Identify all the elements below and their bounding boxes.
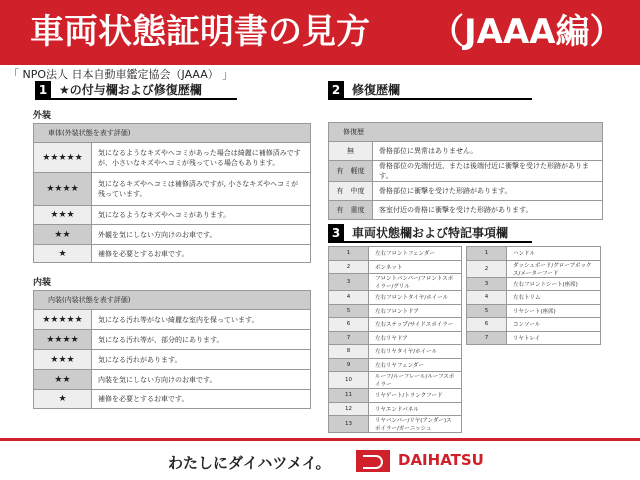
- item-number: 13: [329, 416, 369, 433]
- table-row: [329, 182, 603, 201]
- table-row: [329, 161, 603, 182]
- item-label: リヤバンパー/リヤ(アンダー)スポイラー/ガーニッシュ: [369, 416, 462, 433]
- item-label: 左右フロントドア: [369, 304, 462, 318]
- item-label: 左右フロントフェンダー: [369, 247, 462, 261]
- description-cell: 骨格部位に衝撃を受けた形跡があります。: [373, 182, 603, 201]
- table-header: 内装(内装状態を表す評価): [34, 291, 311, 310]
- list-item: [329, 260, 462, 274]
- interior-parts-list: [466, 246, 601, 345]
- rating-cell: ★★★: [34, 350, 92, 370]
- table-row: [34, 225, 311, 245]
- section-title: ★の付与欄および修復歴欄: [59, 83, 202, 97]
- description-cell: 補修を必要とするお車です。: [92, 390, 311, 409]
- page-subtitle: （JAAA編）: [430, 12, 624, 52]
- item-number: 5: [329, 304, 369, 318]
- item-label: 左右トリム: [507, 291, 601, 305]
- item-label: 左右フロントタイヤ/ホイール: [369, 291, 462, 305]
- list-item: [329, 274, 462, 291]
- item-number: 12: [329, 402, 369, 416]
- section1-heading: [35, 81, 237, 100]
- item-number: 3: [329, 274, 369, 291]
- item-label: ハンドル: [507, 247, 601, 261]
- table-row: [34, 310, 311, 330]
- item-number: 6: [329, 318, 369, 332]
- list-item: [329, 304, 462, 318]
- rating-cell: 有 重度: [329, 201, 373, 220]
- rating-cell: ★: [34, 390, 92, 409]
- description-cell: 気になるようなキズやヘコミがあります。: [92, 206, 311, 225]
- table-header: 車体(外装状態を表す評価): [34, 124, 311, 143]
- item-label: 左右フロントシート(座席): [507, 277, 601, 291]
- item-label: 左右リヤフェンダー: [369, 358, 462, 372]
- section-title: 修復歴欄: [352, 83, 401, 97]
- page-header: [0, 0, 640, 65]
- item-number: 4: [467, 291, 507, 305]
- rating-cell: ★★★★: [34, 173, 92, 206]
- item-number: 7: [329, 331, 369, 345]
- item-number: 2: [467, 260, 507, 277]
- list-item: [329, 416, 462, 433]
- rating-cell: ★★★★★: [34, 143, 92, 173]
- item-number: 2: [329, 260, 369, 274]
- list-item: [329, 402, 462, 416]
- item-number: 1: [329, 247, 369, 261]
- list-item: [329, 389, 462, 403]
- item-number: 7: [467, 331, 507, 345]
- list-item: [467, 260, 601, 277]
- page-title: 車両状態証明書の見方: [30, 12, 370, 52]
- rating-cell: ★★★: [34, 206, 92, 225]
- description-cell: 気になる汚れ等がない綺麗な室内を保っています。: [92, 310, 311, 330]
- list-item: [329, 345, 462, 359]
- description-cell: 気になる汚れがあります。: [92, 350, 311, 370]
- exterior-parts-list: [328, 246, 462, 433]
- list-item: [467, 318, 601, 332]
- description-cell: 補修を必要とするお車です。: [92, 245, 311, 263]
- daihatsu-logo-icon: [356, 450, 390, 472]
- item-number: 8: [329, 345, 369, 359]
- table-row: [34, 143, 311, 173]
- item-label: コンソール: [507, 318, 601, 332]
- rating-cell: ★★: [34, 225, 92, 245]
- list-item: [467, 291, 601, 305]
- item-label: 左右リヤタイヤ/ホイール: [369, 345, 462, 359]
- table-row: [329, 142, 603, 161]
- item-label: リヤトレイ: [507, 331, 601, 345]
- item-label: 左右ステップ/サイドスポイラー: [369, 318, 462, 332]
- section-title: 車両状態欄および特記事項欄: [352, 226, 509, 240]
- table-header: 修復歴: [329, 123, 603, 142]
- description-cell: 骨格部位に異常はありません。: [373, 142, 603, 161]
- interior-label: 内装: [33, 278, 52, 288]
- item-label: ダッシュボード/グローブボックス/メーターフード: [507, 260, 601, 277]
- description-cell: 気になる汚れ等が、部分的にあります。: [92, 330, 311, 350]
- section2-heading: [328, 81, 532, 100]
- section-number: 2: [328, 81, 344, 99]
- section3-heading: [328, 224, 532, 243]
- table-row: [34, 330, 311, 350]
- table-row: [34, 370, 311, 390]
- table-row: [34, 350, 311, 370]
- item-number: 11: [329, 389, 369, 403]
- description-cell: 客室付近の骨格に衝撃を受けた形跡があります。: [373, 201, 603, 220]
- item-number: 1: [467, 247, 507, 261]
- slogan-logo: わたしにダイハツメイ。: [168, 454, 331, 472]
- rating-cell: 有 軽度: [329, 161, 373, 182]
- item-label: リヤエンドパネル: [369, 402, 462, 416]
- exterior-label: 外装: [33, 111, 52, 121]
- rating-cell: 無: [329, 142, 373, 161]
- list-item: [329, 247, 462, 261]
- section-number: 3: [328, 224, 344, 242]
- list-item: [467, 331, 601, 345]
- description-cell: 内装を気にしない方向けのお車です。: [92, 370, 311, 390]
- list-item: [329, 358, 462, 372]
- description-cell: 骨格部位の先端付近、または後端付近に衝撃を受けた形跡があります。: [373, 161, 603, 182]
- item-label: フロントバンパー/フロントスポイラー/グリル: [369, 274, 462, 291]
- item-number: 10: [329, 372, 369, 389]
- repair-history-table: [328, 122, 603, 220]
- list-item: [329, 318, 462, 332]
- exterior-rating-table: [33, 123, 311, 263]
- description-cell: 外観を気にしない方向けのお車です。: [92, 225, 311, 245]
- item-number: 5: [467, 304, 507, 318]
- list-item: [329, 331, 462, 345]
- organization-name: 「 NPO法人 日本自動車鑑定協会（JAAA） 」: [8, 68, 234, 81]
- item-number: 6: [467, 318, 507, 332]
- item-label: リヤゲート/トランクフード: [369, 389, 462, 403]
- item-number: 4: [329, 291, 369, 305]
- item-label: リヤシート(座席): [507, 304, 601, 318]
- item-number: 3: [467, 277, 507, 291]
- footer-divider: [0, 438, 640, 441]
- rating-cell: ★★★★★: [34, 310, 92, 330]
- list-item: [467, 304, 601, 318]
- list-item: [329, 372, 462, 389]
- list-item: [467, 277, 601, 291]
- item-number: 9: [329, 358, 369, 372]
- interior-rating-table: [33, 290, 311, 409]
- rating-cell: ★★: [34, 370, 92, 390]
- brand-name: DAIHATSU: [398, 451, 484, 469]
- item-label: 左右リヤドア: [369, 331, 462, 345]
- item-label: ボンネット: [369, 260, 462, 274]
- table-row: [34, 173, 311, 206]
- table-row: [329, 201, 603, 220]
- item-label: ルーフ/ルーフレール/ルーフスポイラー: [369, 372, 462, 389]
- rating-cell: ★★★★: [34, 330, 92, 350]
- rating-cell: 有 中度: [329, 182, 373, 201]
- list-item: [467, 247, 601, 261]
- table-row: [34, 245, 311, 263]
- description-cell: 気になるようなキズやヘコミがあった場合は綺麗に補修済みですが、小さいなキズやヘコミが残っている場合もあります。: [92, 143, 311, 173]
- rating-cell: ★: [34, 245, 92, 263]
- list-item: [329, 291, 462, 305]
- section-number: 1: [35, 81, 51, 99]
- table-row: [34, 206, 311, 225]
- table-row: [34, 390, 311, 409]
- description-cell: 気になるキズやヘコミは補修済みですが, 小さなキズやヘコミが残っています。: [92, 173, 311, 206]
